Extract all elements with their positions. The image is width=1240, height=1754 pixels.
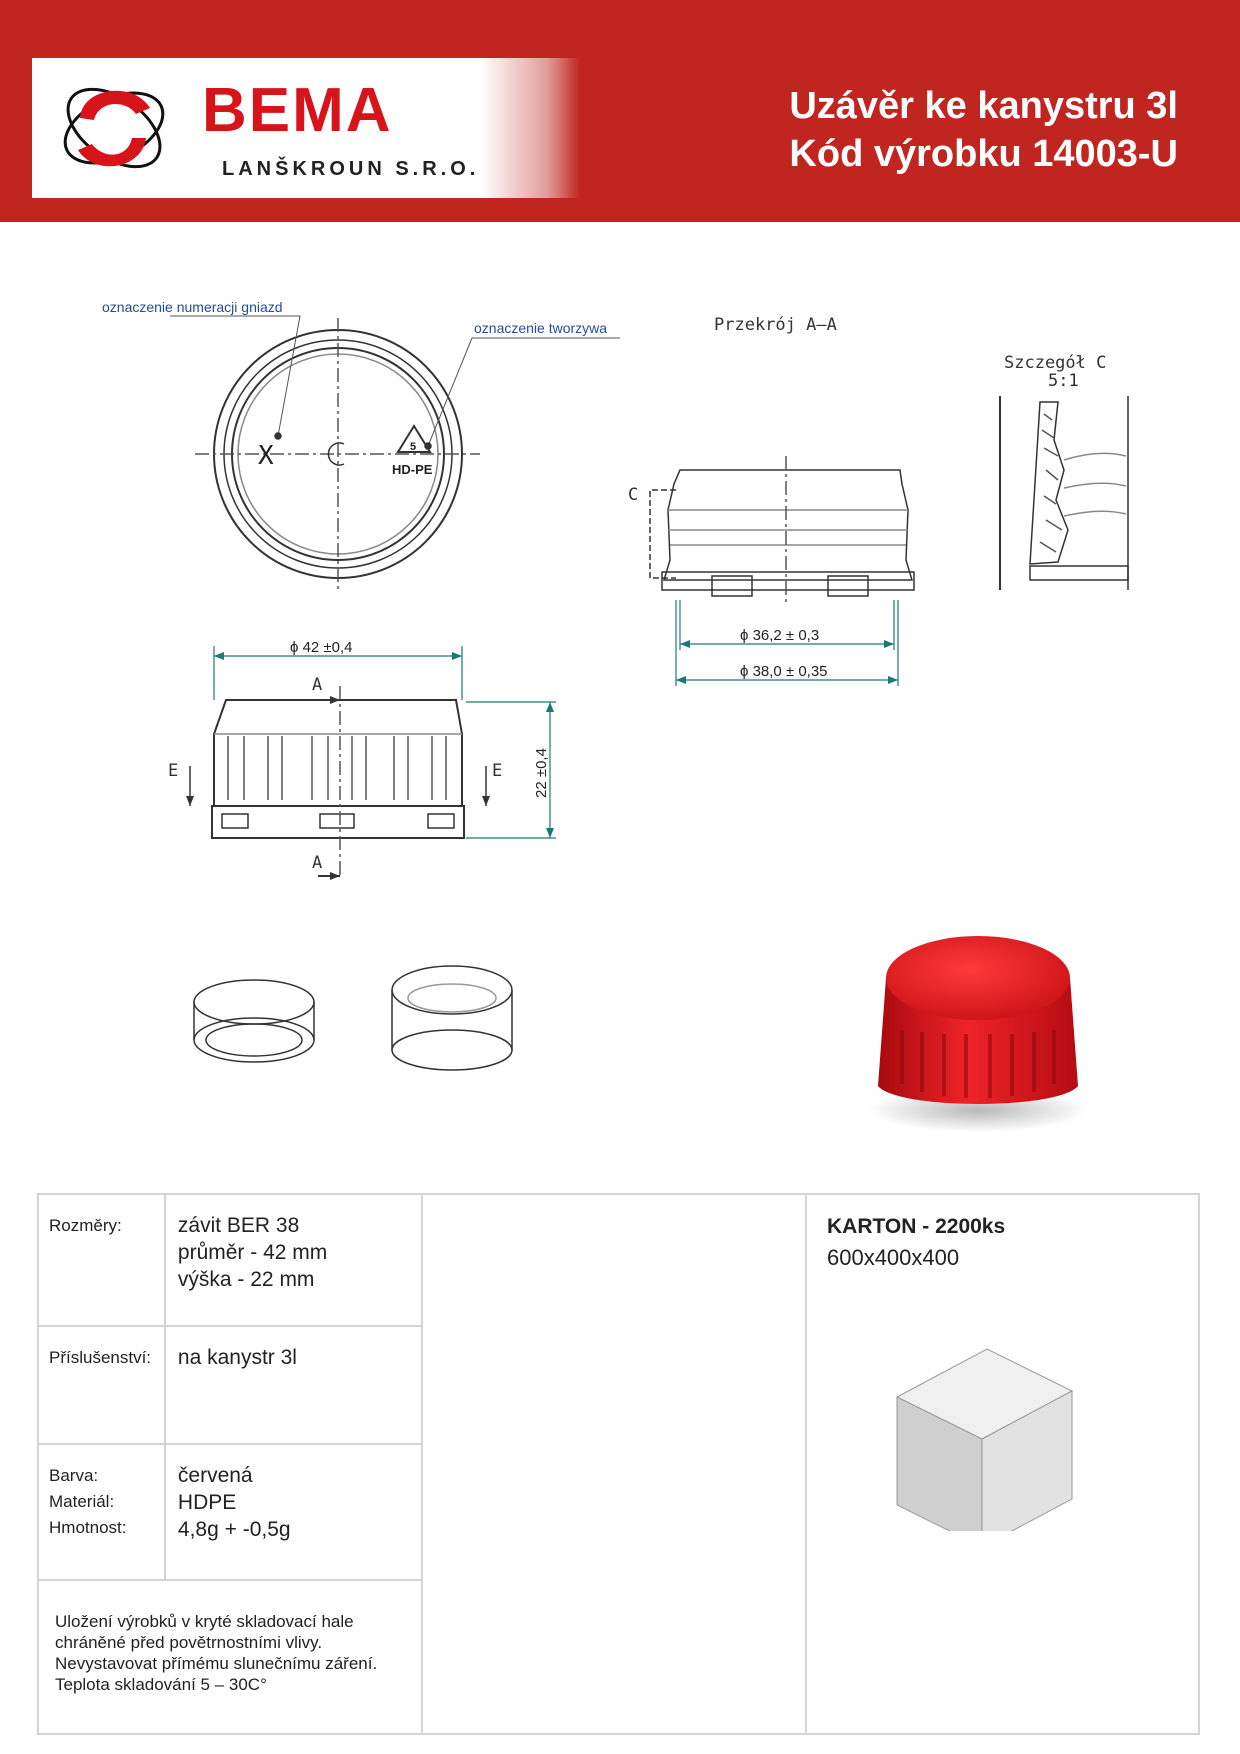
dimension-diameter: průměr - 42 mm — [177, 1241, 328, 1264]
weight-label: Hmotnost: — [49, 1518, 127, 1537]
dimension-height: výška - 22 mm — [177, 1268, 315, 1291]
material-label: Materiál: — [49, 1492, 115, 1511]
brand-subtitle: LANŠKROUN S.R.O. — [222, 158, 480, 180]
karton-dimensions: 600x400x400 — [826, 1245, 960, 1270]
annot-material: oznaczenie tworzywa — [474, 320, 608, 336]
properties-value-cell — [165, 1444, 422, 1580]
page-title — [789, 82, 1178, 178]
outline-cap-views — [194, 966, 512, 1070]
storage-note — [39, 1581, 421, 1695]
detail-c — [1000, 396, 1128, 590]
storage-note-line-1: Uložení výrobků v kryté skladovací hale — [55, 1612, 354, 1631]
bema-logo-icon — [32, 58, 192, 198]
box-icon — [807, 1311, 1198, 1531]
section-label: Przekrój A–A — [714, 315, 837, 335]
accessories-label: Příslušenství: — [49, 1348, 152, 1367]
recycle-code: 5 — [410, 441, 417, 453]
storage-note-line-3: Nevystavovat přímému slunečnímu záření. — [55, 1654, 378, 1673]
label-c: C — [628, 485, 639, 505]
properties-values — [166, 1445, 421, 1543]
karton-cell — [806, 1194, 1199, 1734]
dimension-thread: závit BER 38 — [177, 1214, 300, 1237]
annot-cavity: oznaczenie numeracji gniazd — [102, 299, 283, 315]
specs-table — [37, 1193, 1200, 1735]
label-a-top: A — [312, 675, 323, 695]
dimensions-label: Rozměry: — [49, 1216, 122, 1235]
brand-name: BEMA — [202, 76, 393, 145]
side-view — [212, 686, 464, 878]
detail-label: Szczegół C — [1004, 353, 1107, 373]
dimensions-value-cell — [165, 1194, 422, 1326]
title-line-1: Uzávěr ke kanystru 3l — [789, 85, 1178, 127]
label-e-left: E — [168, 761, 179, 781]
properties-label-cell — [38, 1444, 165, 1580]
color-label: Barva: — [49, 1466, 99, 1485]
dim-inner-diameter-1: ϕ 36,2 ± 0,3 — [740, 627, 820, 644]
top-view — [195, 318, 480, 590]
properties-labels — [39, 1445, 164, 1541]
accessories-label-cell — [38, 1326, 165, 1444]
red-cap-image — [858, 920, 1098, 1140]
dimensions-label-cell — [38, 1194, 165, 1326]
storage-note-cell — [38, 1580, 422, 1734]
recycle-material: HD-PE — [392, 462, 433, 477]
title-line-2: Kód výrobku 14003-U — [789, 133, 1178, 175]
label-e-right: E — [492, 761, 503, 781]
accessories-value: na kanystr 3l — [177, 1346, 297, 1369]
detail-scale: 5:1 — [1048, 371, 1079, 391]
header-banner — [0, 0, 1240, 222]
color-value: červená — [177, 1464, 253, 1487]
dim-height: 22 ±0,4 — [533, 748, 550, 798]
label-a-bottom: A — [312, 853, 323, 873]
dimensions-values — [166, 1195, 421, 1293]
material-value: HDPE — [177, 1491, 237, 1514]
dim-outer-diameter: ϕ 42 ±0,4 — [290, 639, 353, 656]
weight-value: 4,8g + -0,5g — [177, 1518, 291, 1541]
logo-panel — [32, 58, 580, 198]
empty-cell — [422, 1194, 806, 1734]
dim-inner-diameter-2: ϕ 38,0 ± 0,35 — [740, 663, 828, 680]
storage-note-line-4: Teplota skladování 5 – 30C° — [55, 1675, 267, 1694]
karton-title: KARTON - 2200ks — [826, 1215, 1006, 1238]
cavity-mark: X — [258, 441, 274, 471]
accessories-value-cell — [165, 1326, 422, 1444]
section-a-a — [650, 456, 914, 606]
storage-note-line-2: chráněné před povětrnostními vlivy. — [55, 1633, 323, 1652]
